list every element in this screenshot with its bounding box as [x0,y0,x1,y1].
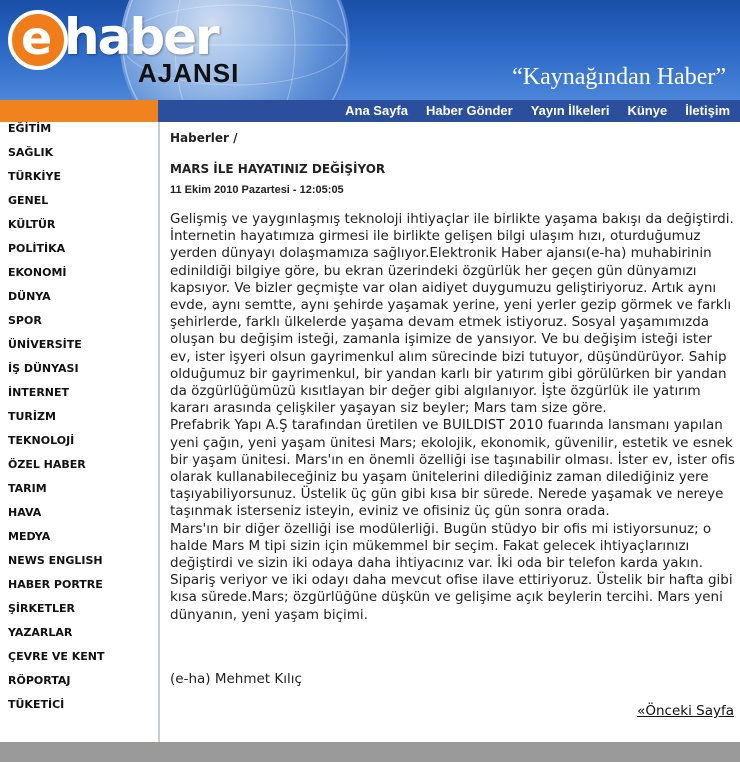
nav-publishing-principles[interactable]: Yayın İlkeleri [530,103,610,118]
sidebar-item-egitim[interactable]: EĞİTİM [8,122,52,135]
article-paragraph: Prefabrik Yapı A.Ş tarafından üretilen ve BUILDIST 2010 fuarında lansmanı yapılan yeni çağın, yeni yaşam ünitesi Mars; ekolojik, ekonomik, güvenilir, estetik ve esnek bir yaşam ünitesi. Mars'ın en önemli özelliği ise taşınabilir olması. İster ev, ister ofis olarak kullanabileceğiniz bu yaşam ünitelerini dilediğiniz zaman dilediğiniz yere taşıyabiliyorsunuz. Üstelik üç gün gibi kısa bir sürede. Nerede yaşamak ve nereye taşınmak isterseniz isteyin, eviniz ve ofisiniz üç gün sonra orada. [170,417,735,520]
sidebar-item-spor[interactable]: SPOR [8,314,42,327]
logo-e-mark: e [8,10,68,70]
sidebar-item-tarim[interactable]: TARIM [8,482,47,495]
article-paragraph: Mars'ın bir diğer özelliği ise modülerliği. Bugün stüdyo bir ofis mi istiyorsunuz; o halde Mars M tipi sizin için mükemmel bir seçim. Fakat gelecek ihtiyaçlarınızı değiştirdi ve sizin iki odaya daha ihtiyacınız var. İki oda bir telefon karda yakın. Sipariş veriyor ve iki odayı daha mevcut ofise ilave ettiriyoruz. Üstelik bir hafta gibi kısa sürede.Mars; özgürlüğüne düşkün ve gelişime açık beylerin tercihi. Mars yeni dünyanın, yeni yaşam biçimi. [170,520,733,623]
top-navigation [0,100,740,122]
sidebar-item-internet[interactable]: İNTERNET [8,386,70,399]
article-author: (e-ha) Mehmet Kılıç [170,671,302,687]
sidebar-item-yazarlar[interactable]: YAZARLAR [8,626,73,639]
sidebar-item-politika[interactable]: POLİTİKA [8,242,66,255]
previous-page-link[interactable]: «Önceki Sayfa [637,703,734,719]
article-title: MARS İLE HAYATINIZ DEĞİŞİYOR [170,162,386,176]
article-content [158,122,740,742]
sidebar-item-universite[interactable]: ÜNİVERSİTE [8,338,82,351]
nav-contact[interactable]: İletişim [685,103,730,118]
sidebar-item-ekonomi[interactable]: EKONOMİ [8,266,67,279]
breadcrumb[interactable]: Haberler / [170,131,238,145]
sidebar-item-is-dunyasi[interactable]: İŞ DÜNYASI [8,362,79,375]
sidebar-item-saglik[interactable]: SAĞLIK [8,146,54,159]
footer-bar [0,742,740,762]
sidebar-item-kultur[interactable]: KÜLTÜR [8,218,56,231]
sidebar-item-sirketler[interactable]: ŞİRKETLER [8,602,76,615]
site-slogan: “Kaynağından Haber” [512,64,726,90]
sidebar-item-medya[interactable]: MEDYA [8,530,51,543]
sidebar-item-teknoloji[interactable]: TEKNOLOJİ [8,434,75,447]
article-date: 11 Ekim 2010 Pazartesi - 12:05:05 [170,184,344,196]
article-body [170,211,736,624]
sidebar-item-tuketici[interactable]: TÜKETİCİ [8,698,65,711]
nav-links [327,103,730,118]
nav-imprint[interactable]: Künye [627,103,668,118]
sidebar-item-dunya[interactable]: DÜNYA [8,290,51,303]
sidebar-item-news-english[interactable]: NEWS ENGLISH [8,554,103,567]
nav-home[interactable]: Ana Sayfa [345,103,408,118]
category-sidebar [0,122,158,742]
sidebar-item-hava[interactable]: HAVA [8,506,42,519]
article-paragraph: Gelişmiş ve yaygınlaşmış teknoloji ihtiyaçlar ile birlikte yaşama bakışı da değiştirdi. İnternetin hayatımıza girmesi ile birlikte gelişen bilgi ulaşım hızı, oturduğumuz yerden dünyayı dolaşmamıza sağlıyor.Elektronik Haber ajansı(e-ha) muhabirinin edinildiği bilgiye göre, bu ekran üzerindeki özgürlük her geçen gün dünyamızı kapsıyor. Ve bizler geçmişte var olan aidiyet duygumuzu geliştiriyoruz. Artık aynı evde, aynı semtte, aynı şehirde yaşamak yerine, yeni yerler gezip görmek ve farklı şehirlerde, farklı ülkelerde yaşama devam etmek istiyoruz. Sosyal yaşamımızda oluşan bu değişim isteği, zamanla işimize de yansıyor. Ve bu değişim isteği ister ev, ister işyeri olsun gayrimenkul alım sürecinde bizi tutuyor, düşündürüyor. Sahip olduğumuz bir gayrimenkul, bir yandan karlı bir yatırım gibi görülürken bir yandan da özgürlüğümüzü kısıtlayan bir değer gibi algılanıyor. İşte özgürlük ile yatırım kararı arasında çelişkiler yaşayan siz beyler; Mars tam size göre. [170,211,734,417]
nav-send-news[interactable]: Haber Gönder [426,103,513,118]
nav-accent-bar [0,100,158,122]
site-logo[interactable] [8,8,240,93]
sidebar-item-turizm[interactable]: TURİZM [8,410,56,423]
sidebar-item-ozel-haber[interactable]: ÖZEL HABER [8,458,86,471]
sidebar-item-cevre-ve-kent[interactable]: ÇEVRE VE KENT [8,650,105,663]
logo-subtitle: AJANSI [138,58,240,88]
sidebar-item-roportaj[interactable]: RÖPORTAJ [8,674,71,687]
sidebar-item-turkiye[interactable]: TÜRKİYE [8,170,62,183]
site-header [0,0,740,100]
logo-wordmark: haber [64,8,218,66]
sidebar-item-haber-portre[interactable]: HABER PORTRE [8,578,103,591]
sidebar-item-genel[interactable]: GENEL [8,194,49,207]
